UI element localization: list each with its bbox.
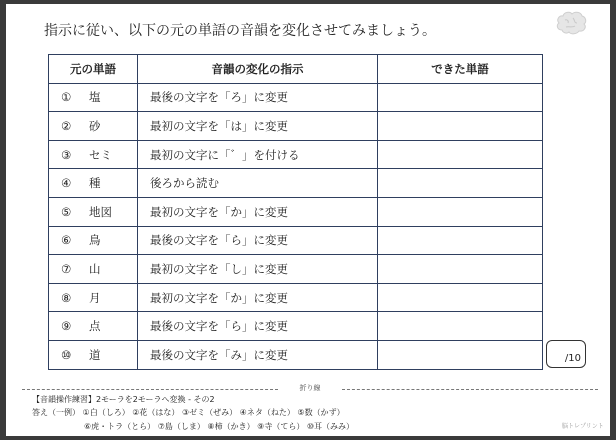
row-number: ⑩ [61,347,72,362]
table-row [49,226,543,255]
answer-cell[interactable] [378,112,543,141]
original-word-cell [49,140,138,169]
instruction-cell: 最後の文字を「ろ」に変更 [138,83,378,112]
row-number: ⑧ [61,290,72,305]
original-word: 鳥 [89,233,101,248]
row-number: ④ [61,176,72,191]
instruction-cell: 最初の文字を「か」に変更 [138,283,378,312]
original-word: 点 [89,319,101,334]
original-word-cell [49,340,138,369]
fold-label: 折り線 [299,384,321,392]
answer-cell[interactable] [378,255,543,284]
row-number: ② [61,118,72,133]
instruction-cell: 最初の文字を「は」に変更 [138,112,378,141]
worksheet-page [6,4,610,436]
table-row [49,312,543,341]
answer-cell[interactable] [378,226,543,255]
instruction-cell: 最後の文字を「ら」に変更 [138,226,378,255]
original-word: 山 [89,261,101,276]
answers-line-2: ⑥虎・トラ（とら） ⑦島（しま） ⑧柿（かき） ⑨寺（てら） ⑩耳（みみ） [84,422,355,431]
answer-cell[interactable] [378,283,543,312]
answer-cell[interactable] [378,169,543,198]
instruction-cell: 最初の文字を「し」に変更 [138,255,378,284]
answer-cell[interactable] [378,312,543,341]
answer-cell[interactable] [378,197,543,226]
exercise-title: 【音韻操作練習】2モーラを2モーラへ変換 - その2 [32,395,215,404]
original-word-cell [49,255,138,284]
row-number: ③ [61,147,72,162]
header-original-word: 元の単語 [49,55,138,84]
table-row [49,197,543,226]
answer-cell[interactable] [378,140,543,169]
fold-line [22,384,598,394]
original-word: 塩 [89,90,101,105]
brain-icon [554,10,588,36]
fold-dash-right [342,389,598,390]
row-number: ⑦ [61,261,72,276]
score-box [546,340,586,368]
row-number: ⑤ [61,204,72,219]
fold-dash-left [22,389,278,390]
table-row [49,169,543,198]
word-table [48,54,543,370]
table-header-row [49,55,543,84]
answer-cell[interactable] [378,83,543,112]
original-word: セミ [89,147,112,162]
table-row [49,83,543,112]
page-title: 指示に従い、以下の元の単語の音韻を変化させてみましょう。 [44,23,436,39]
row-number: ① [61,90,72,105]
original-word: 月 [89,290,101,305]
header-result-word: できた単語 [378,55,543,84]
instruction-cell: 後ろから読む [138,169,378,198]
brand-watermark: 脳トレプリント [562,423,604,430]
answers-line-1: 答え（一例） ①白（しろ） ②花（はな） ③ゼミ（ぜみ） ④ネタ（ねた） ⑤数（かず） [32,408,345,417]
original-word: 砂 [89,118,101,133]
original-word-cell [49,83,138,112]
original-word-cell [49,169,138,198]
original-word: 地図 [89,204,112,219]
header-instruction: 音韻の変化の指示 [138,55,378,84]
instruction-cell: 最後の文字を「ら」に変更 [138,312,378,341]
instruction-cell: 最後の文字を「み」に変更 [138,340,378,369]
original-word-cell [49,312,138,341]
instruction-cell: 最初の文字を「か」に変更 [138,197,378,226]
instruction-cell: 最初の文字に「゛」を付ける [138,140,378,169]
table-row [49,283,543,312]
original-word-cell [49,197,138,226]
score-total: /10 [564,353,581,364]
original-word-cell [49,226,138,255]
original-word-cell [49,283,138,312]
original-word: 種 [89,176,101,191]
answer-cell[interactable] [378,340,543,369]
table-row [49,340,543,369]
original-word: 道 [89,347,101,362]
table-row [49,112,543,141]
row-number: ⑥ [61,233,72,248]
table-row [49,140,543,169]
table-row [49,255,543,284]
original-word-cell [49,112,138,141]
row-number: ⑨ [61,319,72,334]
